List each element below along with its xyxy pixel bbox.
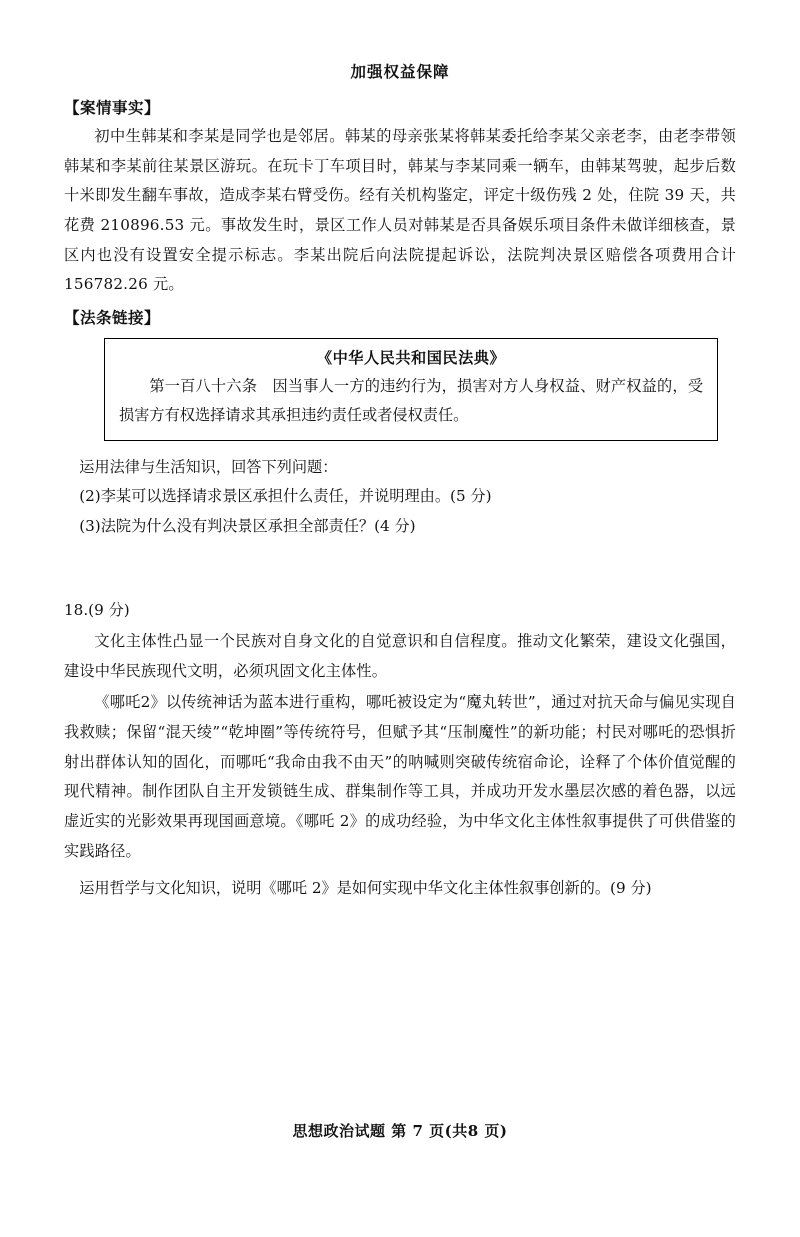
question-item: (3)法院为什么没有判决景区承担全部责任？(4 分) [79, 516, 416, 535]
footer-page-number: 7 [412, 1122, 424, 1140]
item-18-paragraph-2: 《哪吒2》以传统神话为蓝本进行重构，哪吒被设定为“魔丸转世”，通过对抗天命与偏见实现自我救赎；保留“混天绫”“乾坤圈”等传统符号，但赋予其“压制魔性”的新功能；村民对哪吒的恐惧折射出群体认知的固化，而哪吒“我命由我不由天”的呐喊则突破传统宿命论，诠释了个体价值觉醒的现代精神。制作团队自主开发锁链生成、群集制作等工具，并成功开发水墨层次感的着色器，以远虚近实的光影效果再现国画意境。《哪吒 2》的成功经验，为中华文化主体性叙事提供了可供借鉴的实践路径。 [64, 693, 736, 860]
case-facts-text: 初中生韩某和李某是同学也是邻居。韩某的母亲张某将韩某委托给李某父亲老李，由老李带领韩某和李某前往某景区游玩。在玩卡丁车项目时，韩某与李某同乘一辆车，由韩某驾驶，起步后数十米即发生翻车事故，造成李某右臂受伤。经有关机构鉴定，评定十级伤残 2 处，住院 39 天，共花费 210896.53 元。事故发生时，景区工作人员对韩某是否具备娱乐项目条件未做详细核查，景区内也没有设置安全提示标志。李某出院后向法院提起诉讼，法院判决景区赔偿各项费用合计 156782.26 元。 [64, 127, 736, 294]
footer-page-total: 页(共8 页) [429, 1122, 508, 1140]
law-excerpt-text: 第一百八十六条 因当事人一方的违约行为，损害对方人身权益、财产权益的，受损害方有权选择请求其承担违约责任或者侵权责任。 [119, 376, 703, 424]
page-footer [0, 1120, 800, 1141]
law-excerpt-box [104, 338, 718, 441]
law-link-label: 【法条链接】 [64, 307, 161, 327]
item-18-paragraph-1: 文化主体性凸显一个民族对自身文化的自觉意识和自信程度。推动文化繁荣，建设文化强国，建设中华民族现代文明，必须巩固文化主体性。 [64, 632, 736, 680]
law-excerpt-title: 《中华人民共和国民法典》 [316, 348, 506, 367]
case-facts-label: 【案情事实】 [64, 98, 161, 117]
page-title: 加强权益保障 [350, 62, 450, 81]
footer-page-label: 第 [391, 1122, 407, 1140]
question-list [64, 482, 736, 541]
item-18-prompt: 运用哲学与文化知识，说明《哪吒 2》是如何实现中华文化主体性叙事创新的。(9 分) [79, 879, 652, 898]
item-18-number: 18.(9 分) [64, 600, 130, 619]
question-instruction: 运用法律与生活知识，回答下列问题： [79, 457, 338, 476]
question-item: (2)李某可以选择请求景区承担什么责任，并说明理由。(5 分) [79, 487, 492, 506]
section-spacer [64, 542, 736, 596]
footer-subject: 思想政治试题 [292, 1122, 386, 1140]
